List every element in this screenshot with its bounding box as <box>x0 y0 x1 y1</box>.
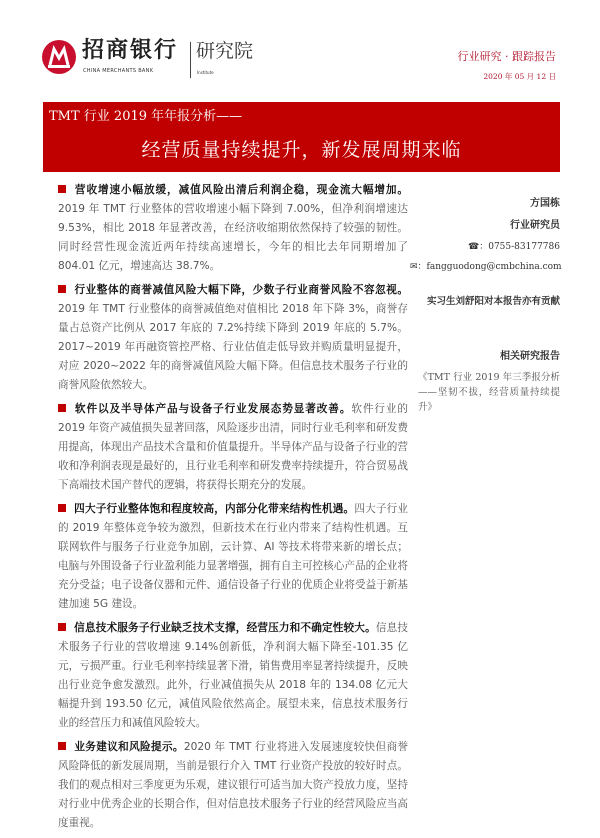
summary-paragraph <box>58 281 408 395</box>
summary-paragraph <box>58 500 408 614</box>
paragraph-lead: 信息技术服务子行业缺乏技术支撑，经营压力和不确定性较大。 <box>74 622 376 634</box>
author-role: 行业研究员 <box>510 220 560 231</box>
bullet-square-icon <box>58 742 66 750</box>
related-reports-title: 相关研究报告 <box>500 351 560 362</box>
summary-paragraph <box>58 400 408 495</box>
paragraph-lead: 四大子行业整体饱和程度较高，内部分化带来结构性机遇。 <box>74 503 355 515</box>
paragraph-text: 2020 年 TMT 行业将进入发展速度较快但商誉风险降低的新发展周期，当前是银行介入 TMT 行业资产投放的较好时点。我们的观点相对三季度更为乐观，建议银行可适当加大资产投放力度，坚持对行业中优秀企业的长期合作，但对信息技术服务子行业的经营风险应当高度重视。 <box>58 741 408 829</box>
author-name: 方国栋 <box>530 198 560 209</box>
report-date: 2020 年 05 月 12 日 <box>483 72 556 81</box>
paragraph-text: 四大子行业的 2019 年整体竞争较为激烈，但新技术在行业内带来了结构性机遇。互联网软件与服务子行业竞争加剧，云计算、AI 等技术将带来新的增长点；电脑与外围设备子行业盈利能力显著增强，拥有自主可控核心产品的企业将充分受益；电子设备仪器和元件、通信设备子行业的优质企业将受益于新基建加速 5G 建设。 <box>58 503 409 610</box>
report-type: 行业研究 · 跟踪报告 <box>457 50 556 63</box>
bullet-square-icon <box>58 185 66 193</box>
email-icon: ✉： <box>410 262 427 272</box>
logo-divider <box>190 42 191 78</box>
email-address[interactable]: fangguodong@cmbchina.com <box>426 262 562 272</box>
paragraph-text: 信息技术服务子行业的营收增速 9.14%创新低，净利润大幅下降至-101.35 亿元，亏损严重。行业毛利率持续显著下滑，销售费用率显著持续提升，反映出行业竞争愈发激烈。此外，行业减值损失从 2018 年的 134.08 亿元大幅提升到 193.50 亿元，减值风险依然高企。展望未来，信息技术服务行业的经营压力和减值风险较大。 <box>58 622 409 729</box>
phone-icon: ☎： <box>468 242 489 252</box>
contributor-note: 实习生刘舒阳对本报告亦有贡献 <box>426 296 560 307</box>
bullet-square-icon <box>58 404 66 412</box>
paragraph-text: 2019 年 TMT 行业整体的商誉减值绝对值相比 2018 年下降 3%，商誉存量占总资产比例从 2017 年底的 7.2%持续下降到 2019 年底的 5.7%。 2017~2019 年再融资管控严格、行业估值走低导致并购质量明显提升，对应 2020~2022 年的商誉减值风险大幅下降。但信息技术服务子行业的商誉风险依然较大。 <box>58 303 408 391</box>
brand-name-en: CHINA MERCHANTS BANK <box>83 68 154 74</box>
related-report-link[interactable]: 《TMT 行业 2019 年三季报分析——坚韧不拔，经营质量持续提升》 <box>418 372 560 413</box>
author-email[interactable] <box>410 260 560 274</box>
title-banner <box>43 102 560 172</box>
author-phone <box>418 240 560 254</box>
paragraph-lead: 营收增速小幅放缓，减值风险出清后利润企稳，现金流大幅增加。 <box>74 184 408 196</box>
bullet-square-icon <box>58 623 66 631</box>
summary-paragraph <box>58 619 408 733</box>
report-title: 经营质量持续提升，新发展周期来临 <box>141 139 462 161</box>
paragraph-text: 软件行业的 2019 年资产减值损失显著回落，风险逐步出清，同时行业毛利率和研发费用提高，体现出产品技术含量和价值量提升。半导体产品与设备子行业的营收和净利润表现是最好的，且行业毛利率和研发费率持续提升，符合贸易战下高端技术国产替代的逻辑，将获得长期充分的发展。 <box>58 403 409 491</box>
institute-name: 研究院 <box>196 40 254 62</box>
summary-body <box>58 181 408 838</box>
paragraph-lead: 行业整体的商誉减值风险大幅下降，少数子行业商誉风险不容忽视。 <box>74 284 408 296</box>
phone-number: 0755-83177786 <box>488 242 560 252</box>
report-subtitle: TMT 行业 2019 年年报分析—— <box>49 109 243 124</box>
paragraph-lead: 软件以及半导体产品与设备子行业发展态势显著改善。 <box>74 403 352 415</box>
paragraph-lead: 业务建议和风险提示。 <box>74 741 184 753</box>
bullet-square-icon <box>58 285 66 293</box>
institute-name-en: Institute <box>197 70 214 75</box>
brand-name: 招商银行 <box>82 37 179 63</box>
cmb-logo-icon <box>42 40 76 74</box>
summary-paragraph <box>58 181 408 276</box>
summary-paragraph <box>58 738 408 833</box>
bullet-square-icon <box>58 504 66 512</box>
paragraph-text: 2019 年 TMT 行业整体的营收增速小幅下降到 7.00%，但净利润增速达 9.53%，相比 2018 年显著改善，在经济收缩期依然保持了较强的韧性。同时经营性现金流近两年持续高速增长，今年的相比去年同期增加了 804.01 亿元，增速高达 38.7%。 <box>58 203 408 272</box>
